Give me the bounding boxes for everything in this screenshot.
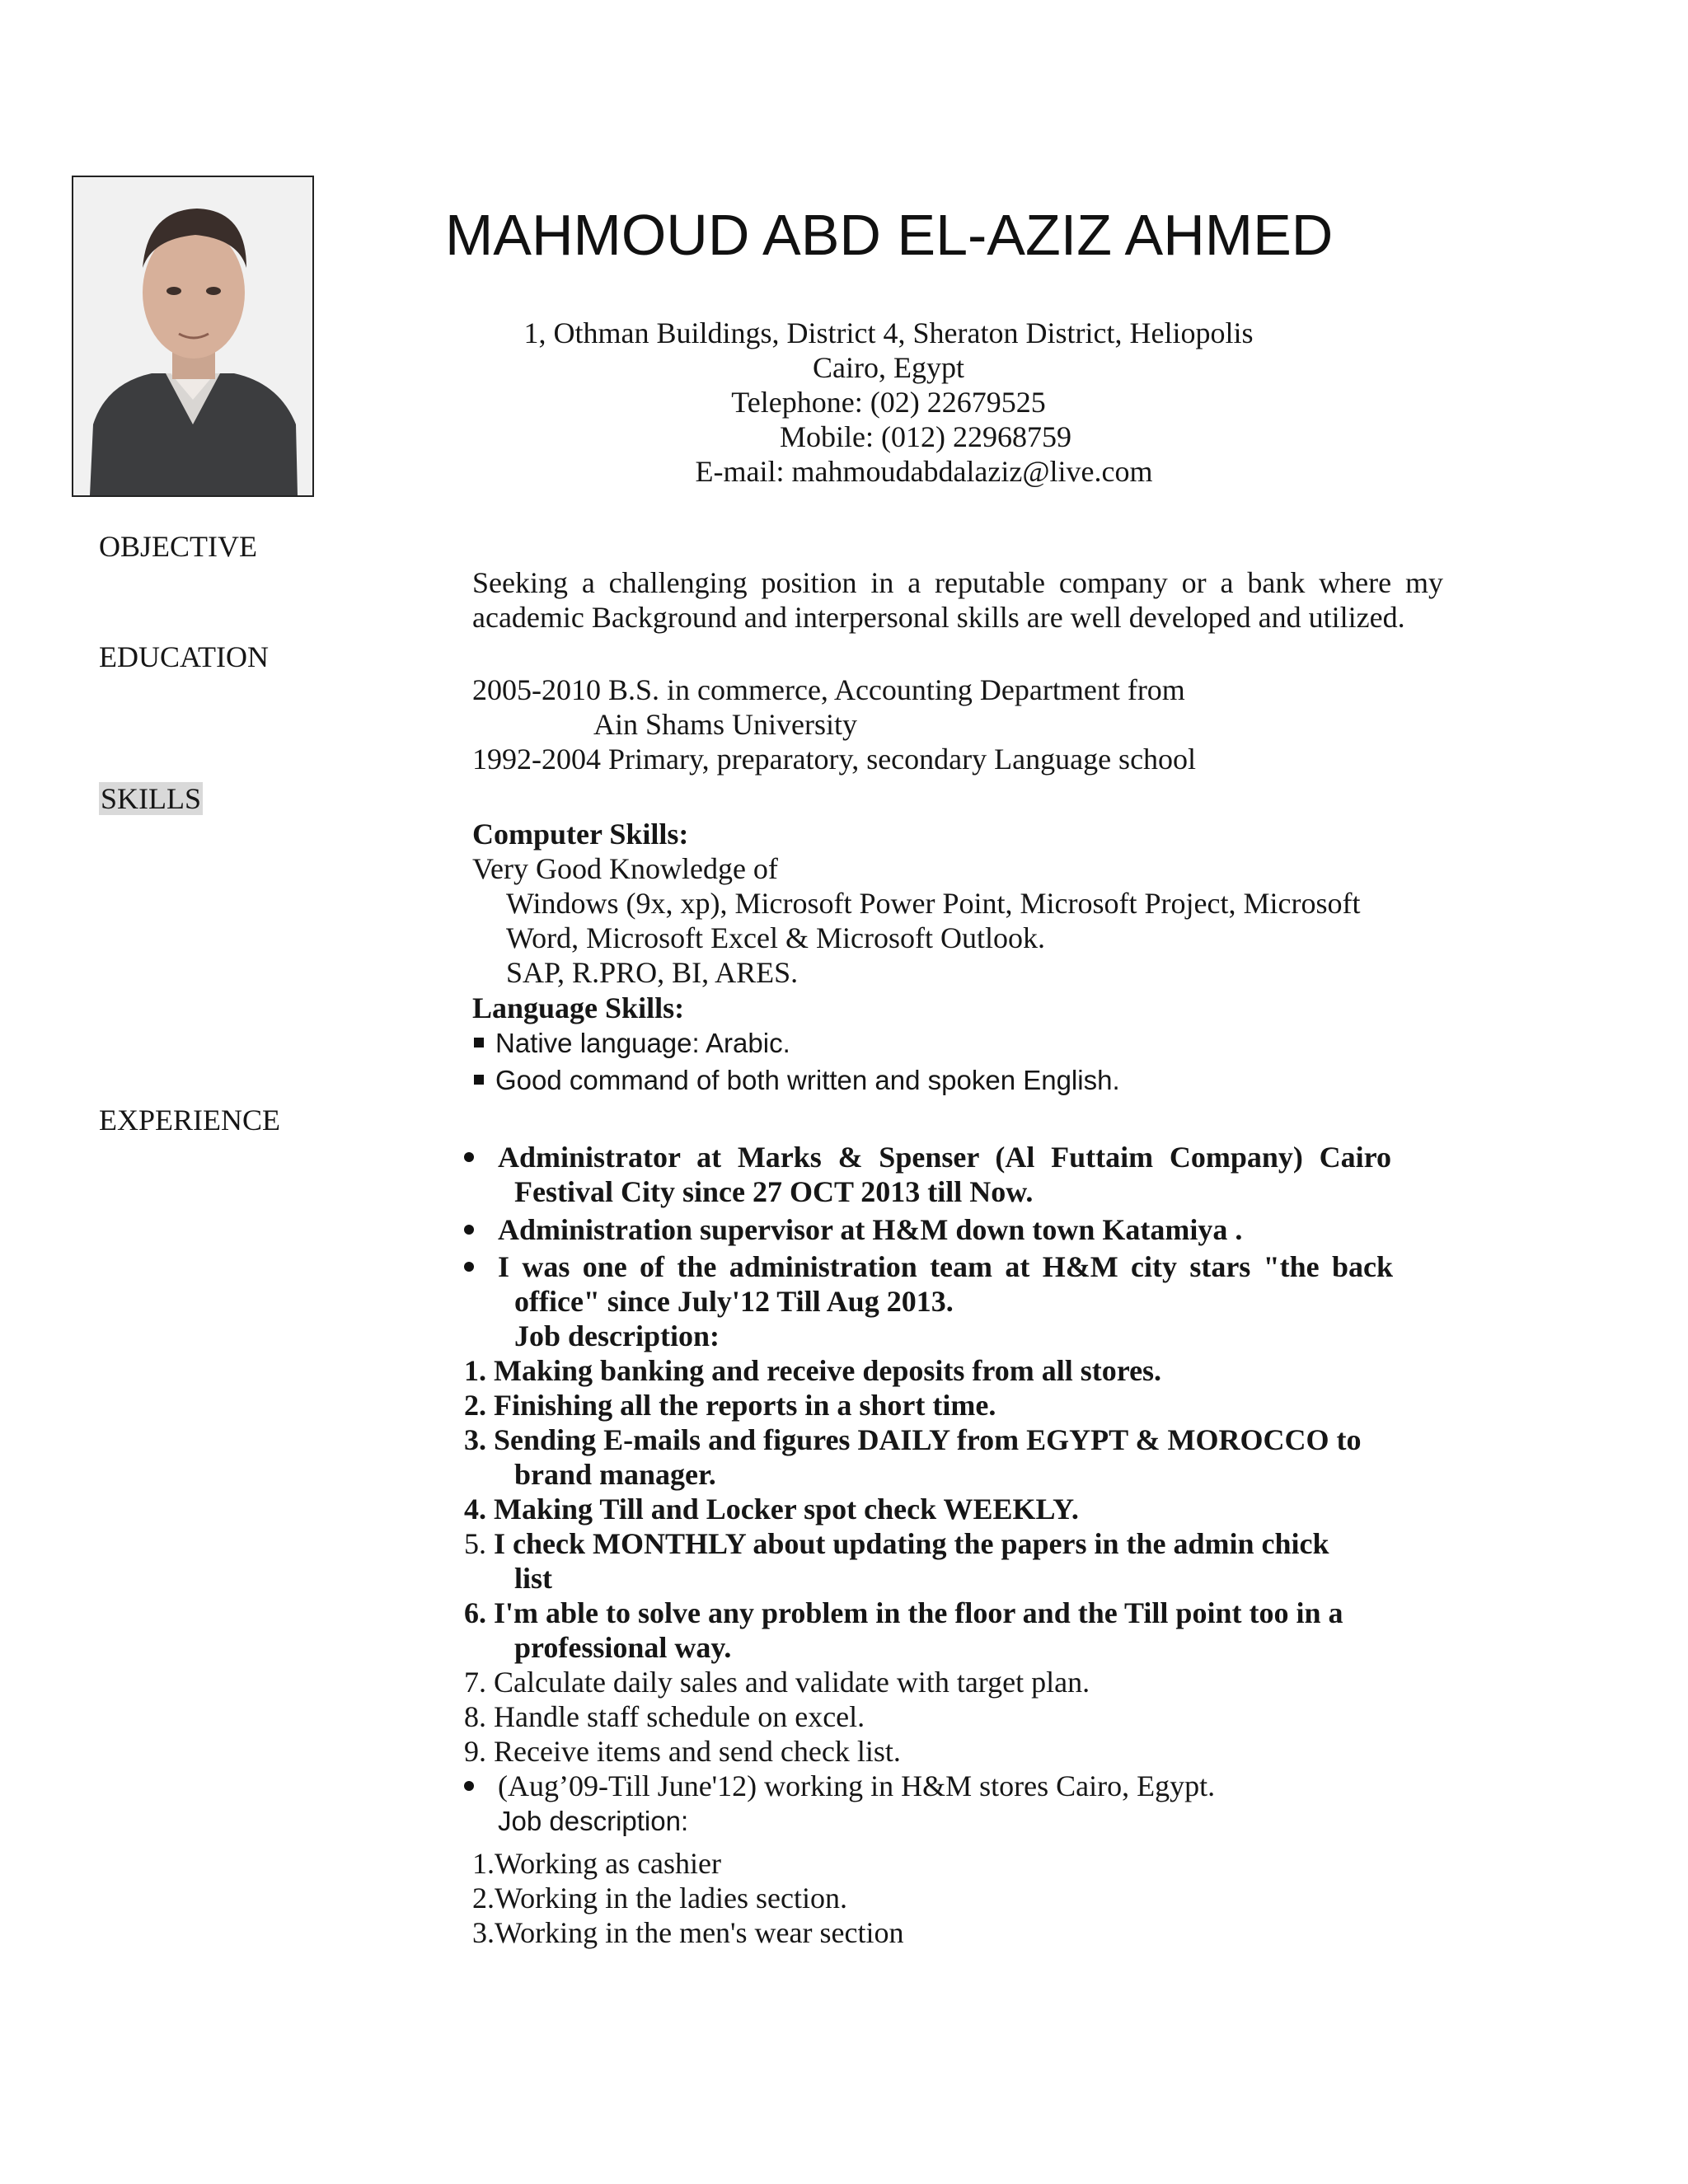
address-line-1: 1, Othman Buildings, District 4, Sheraton District, Heliopolis [523,316,1254,349]
experience-item-1-line-1: Administrator at Marks & Spenser (Al Futtaim Company) Cairo [498,1141,1391,1174]
task-item-continuation: professional way. [514,1631,732,1664]
task-item-continuation: list [514,1562,553,1595]
computer-skills-heading: Computer Skills: [472,818,689,851]
computer-skills-line-2: Word, Microsoft Excel & Microsoft Outlook. [506,921,1045,954]
job-description-heading: Job description: [514,1319,720,1352]
task-item: 8. Handle staff schedule on excel. [464,1700,865,1733]
objective-line-2: academic Background and interpersonal skills are well developed and utilized. [472,601,1405,634]
computer-skills-line-1: Windows (9x, xp), Microsoft Power Point, Microsoft Project, Microsoft [506,887,1361,920]
computer-skills-line-3: SAP, R.PRO, BI, ARES. [506,956,799,989]
task-item: 3. Sending E-mails and figures DAILY from EGYPT & MOROCCO to [464,1423,1362,1456]
candidate-name: MAHMOUD ABD EL-AZIZ AHMED [445,203,1334,267]
address-line-2: Cairo, Egypt [813,351,964,384]
bullet-icon [464,1152,474,1162]
language-item: Native language: Arabic. [474,1027,790,1060]
bullet-icon [464,1781,474,1791]
task-item-continuation: brand manager. [514,1458,716,1491]
education-line-3: 1992-2004 Primary, preparatory, secondary Language school [472,743,1197,776]
experience-item-2: Administration supervisor at H&M down town Katamiya . [498,1213,1243,1246]
task-item: 6. I'm able to solve any problem in the floor and the Till point too in a [464,1596,1343,1629]
bullet-icon [464,1262,474,1272]
objective-heading: OBJECTIVE [99,530,257,563]
task-item: 2.Working in the ladies section. [472,1882,848,1915]
task-item: 7. Calculate daily sales and validate with target plan. [464,1666,1090,1699]
job-description-heading: Job description: [498,1806,689,1836]
objective-line-1: Seeking a challenging position in a reputable company or a bank where my [472,566,1443,599]
bullet-icon [464,1225,474,1235]
experience-item-3-line-1: I was one of the administration team at H&M city stars "the back [498,1250,1393,1283]
language-skills-heading: Language Skills: [472,991,685,1024]
task-item: 5. I check MONTHLY about updating the papers in the admin chick [464,1527,1329,1560]
experience-item-4: (Aug’09-Till June'12) working in H&M stores Cairo, Egypt. [498,1769,1216,1802]
mobile: Mobile: (012) 22968759 [780,420,1071,453]
task-item: 1.Working as cashier [472,1847,722,1880]
square-bullet-icon [474,1038,484,1047]
task-item: 2. Finishing all the reports in a short time. [464,1389,996,1422]
education-line-1: 2005-2010 B.S. in commerce, Accounting Department from [472,673,1185,706]
education-heading: EDUCATION [99,640,269,673]
email: E-mail: mahmoudabdalaziz@live.com [695,455,1153,488]
square-bullet-icon [474,1075,484,1085]
experience-item-1-line-2: Festival City since 27 OCT 2013 till Now. [514,1175,1034,1208]
experience-heading: EXPERIENCE [99,1104,280,1137]
skills-heading: SKILLS [101,782,202,815]
task-item: 1. Making banking and receive deposits from all stores. [464,1354,1162,1387]
task-item: 9. Receive items and send check list. [464,1735,901,1768]
task-item: 4. Making Till and Locker spot check WEEKLY. [464,1493,1079,1526]
task-item: 3.Working in the men's wear section [472,1916,904,1949]
telephone: Telephone: (02) 22679525 [731,386,1046,419]
experience-item-3-line-2: office" since July'12 Till Aug 2013. [514,1285,954,1318]
language-item: Good command of both written and spoken English. [474,1064,1120,1097]
computer-skills-intro: Very Good Knowledge of [472,852,778,885]
education-line-2: Ain Shams University [593,708,857,741]
